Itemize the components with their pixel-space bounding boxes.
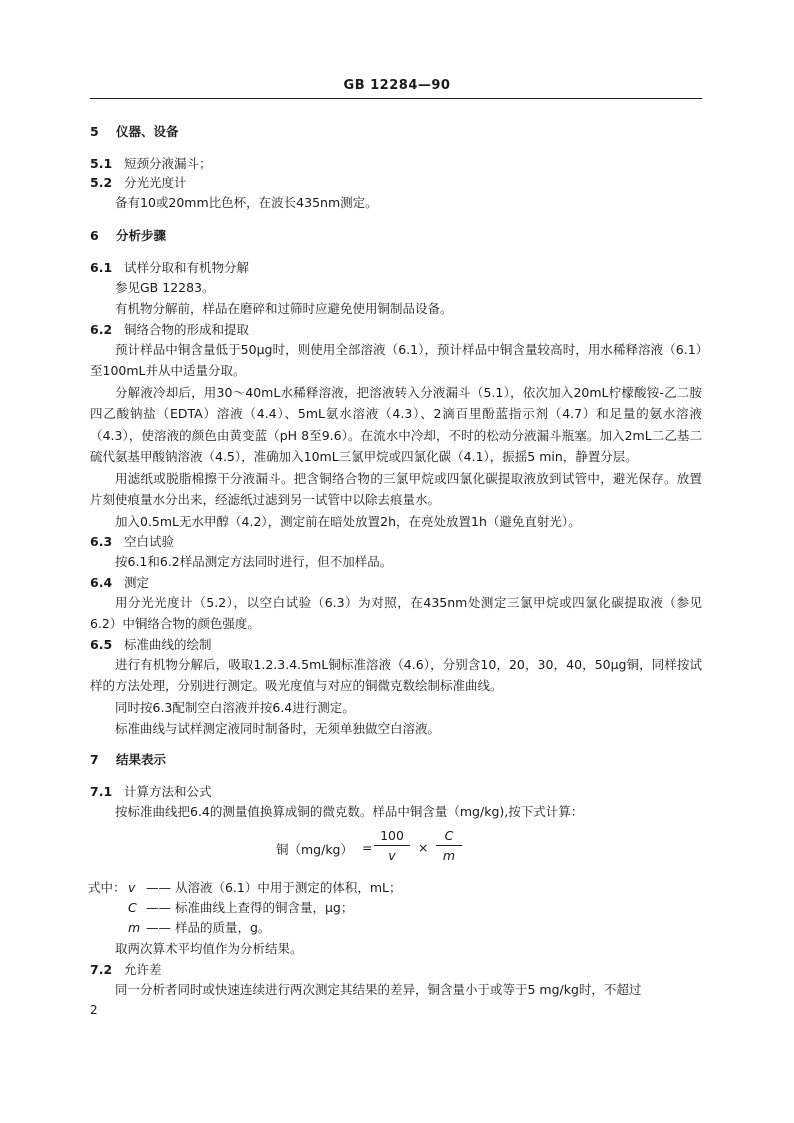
subsection-title: 空白试验 xyxy=(124,534,175,549)
subsection-7-2 xyxy=(90,960,702,979)
formula-fraction-1 xyxy=(374,828,410,863)
paragraph: 按6.1和6.2样品测定方法同时进行，但不加样品。 xyxy=(115,554,393,569)
paragraph: 同一分析者同时或快速连续进行两次测定其结果的差异，铜含量小于或等于5 mg/kg时，不超过 xyxy=(115,981,642,997)
paragraph: 有机物分解前，样品在磨碎和过筛时应避免使用铜制品设备。 xyxy=(115,301,453,316)
document-body xyxy=(90,122,702,1000)
copper-formula xyxy=(90,828,702,874)
subsection-number: 6.4 xyxy=(90,574,113,590)
formula-label: 铜（mg/kg） xyxy=(276,842,353,857)
subsection-title: 计算方法和公式 xyxy=(124,783,212,799)
subsection-5-2 xyxy=(90,173,702,192)
fraction-numerator: 100 xyxy=(374,828,410,846)
symbol-v: v xyxy=(128,880,136,895)
subsection-6-5 xyxy=(90,635,702,654)
formula-fraction-2 xyxy=(436,828,462,863)
subsection-number: 5.2 xyxy=(90,175,113,190)
paragraph: 加入0.5mL无水甲醇（4.2），测定前在暗处放置2h，在亮处放置1h（避免直射光）。 xyxy=(115,513,581,529)
subsection-number: 6.3 xyxy=(90,534,113,549)
section-title: 结果表示 xyxy=(116,751,167,767)
section-5-heading xyxy=(90,122,702,141)
subsection-5-1 xyxy=(90,154,702,173)
paragraph: 预计样品中铜含量低于50μg时，则使用全部溶液（6.1），预计样品中铜含量较高时，用水稀释溶液（6.1）至100mL并从中适量分取。 xyxy=(90,341,702,378)
symbol-c-definition: —— 标准曲线上查得的铜含量，μg； xyxy=(146,900,354,915)
page-number: 2 xyxy=(90,1003,98,1017)
subsection-title: 分光光度计 xyxy=(124,175,187,190)
page-header-standard-number: GB 12284—90 xyxy=(343,78,451,93)
subsection-title: 标准曲线的绘制 xyxy=(124,636,212,652)
paragraph: 按标准曲线把6.4的测量值换算成铜的微克数。样品中铜含量（mg/kg),按下式计算： xyxy=(115,803,584,819)
paragraph: 进行有机物分解后，吸取1.2.3.4.5mL铜标准溶液（4.6），分别含10，20，30，40，50μg铜，同样按试样的方法处理，分别进行测定。吸光度值与对应的铜微克数绘制标准曲线。 xyxy=(90,656,702,693)
subsection-title: 试样分取和有机物分解 xyxy=(124,259,250,275)
fraction-denominator: v xyxy=(388,848,396,863)
section-number: 7 xyxy=(90,751,99,767)
subsection-6-2 xyxy=(90,320,702,339)
fraction-denominator: m xyxy=(442,848,456,863)
subsection-7-1 xyxy=(90,782,702,801)
section-6-heading xyxy=(90,226,702,245)
section-number: 6 xyxy=(90,227,99,243)
where-line-c xyxy=(90,898,702,918)
subsection-number: 6.2 xyxy=(90,321,113,337)
subsection-title: 允许差 xyxy=(124,961,162,977)
paragraph: 标准曲线与试样测定液同时制备时，无须单独做空白溶液。 xyxy=(115,721,441,736)
subsection-6-3 xyxy=(90,532,702,551)
section-title: 仪器、设备 xyxy=(116,124,179,139)
subsection-title: 短颈分液漏斗； xyxy=(124,156,212,171)
paragraph: 同时按6.3配制空白溶液并按6.4进行测定。 xyxy=(115,699,355,715)
subsection-6-4 xyxy=(90,573,702,592)
section-title: 分析步骤 xyxy=(116,227,167,243)
section-number: 5 xyxy=(90,124,99,139)
paragraph: 备有10或20mm比色杯，在波长435nm测定。 xyxy=(115,195,378,210)
subsection-title: 铜络合物的形成和提取 xyxy=(124,321,250,337)
subsection-6-1 xyxy=(90,258,702,277)
where-line-m xyxy=(90,918,702,938)
formula-times: × xyxy=(418,840,429,855)
where-line-v xyxy=(90,878,702,898)
header-rule xyxy=(90,98,702,99)
paragraph: 用滤纸或脱脂棉擦干分液漏斗。把含铜络合物的三氯甲烷或四氯化碳提取液放到试管中，避光保存。放置片刻使痕量水分出来，经滤纸过滤到另一试管中以除去痕量水。 xyxy=(90,470,702,507)
where-lead: 式中： xyxy=(88,880,126,895)
section-7-heading xyxy=(90,750,702,769)
subsection-title: 测定 xyxy=(124,574,150,590)
fraction-numerator: C xyxy=(436,828,462,846)
symbol-c: C xyxy=(128,900,137,915)
symbol-m-definition: —— 样品的质量，g。 xyxy=(146,920,271,935)
subsection-number: 5.1 xyxy=(90,156,113,171)
subsection-number: 6.5 xyxy=(90,636,113,652)
paragraph: 分解液冷却后，用30～40mL水稀释溶液，把溶液转入分液漏斗（5.1），依次加入20mL柠檬酸铵-乙二胺四乙酸钠盐（EDTA）溶液（4.4）、5mL氨水溶液（4.3）、2滴百里酚蓝指示剂（4.7）和足量的氨水溶液（4.3），使溶液的颜色由黄变蓝（pH 8至9.6）。在流水中冷却，不时的松动分液漏斗瓶塞。加入2mL二乙基二硫代氨基甲酸钠溶液（4.5），准确加入10mL三氯甲烷或四氯化碳（4.1），振摇5 min，静置分层。 xyxy=(90,384,702,464)
symbol-v-definition: —— 从溶液（6.1）中用于测定的体积，mL； xyxy=(146,880,402,895)
paragraph: 用分光光度计（5.2），以空白试验（6.3）为对照，在435nm处测定三氯甲烷或四氯化碳提取液（参见6.2）中铜络合物的颜色强度。 xyxy=(90,594,702,631)
paragraph: 参见GB 12283。 xyxy=(115,279,215,295)
paragraph: 取两次算术平均值作为分析结果。 xyxy=(115,941,303,956)
formula-equals: = xyxy=(362,840,373,855)
subsection-number: 6.1 xyxy=(90,259,113,275)
subsection-number: 7.2 xyxy=(90,961,113,977)
subsection-number: 7.1 xyxy=(90,783,113,799)
symbol-m: m xyxy=(128,920,141,935)
